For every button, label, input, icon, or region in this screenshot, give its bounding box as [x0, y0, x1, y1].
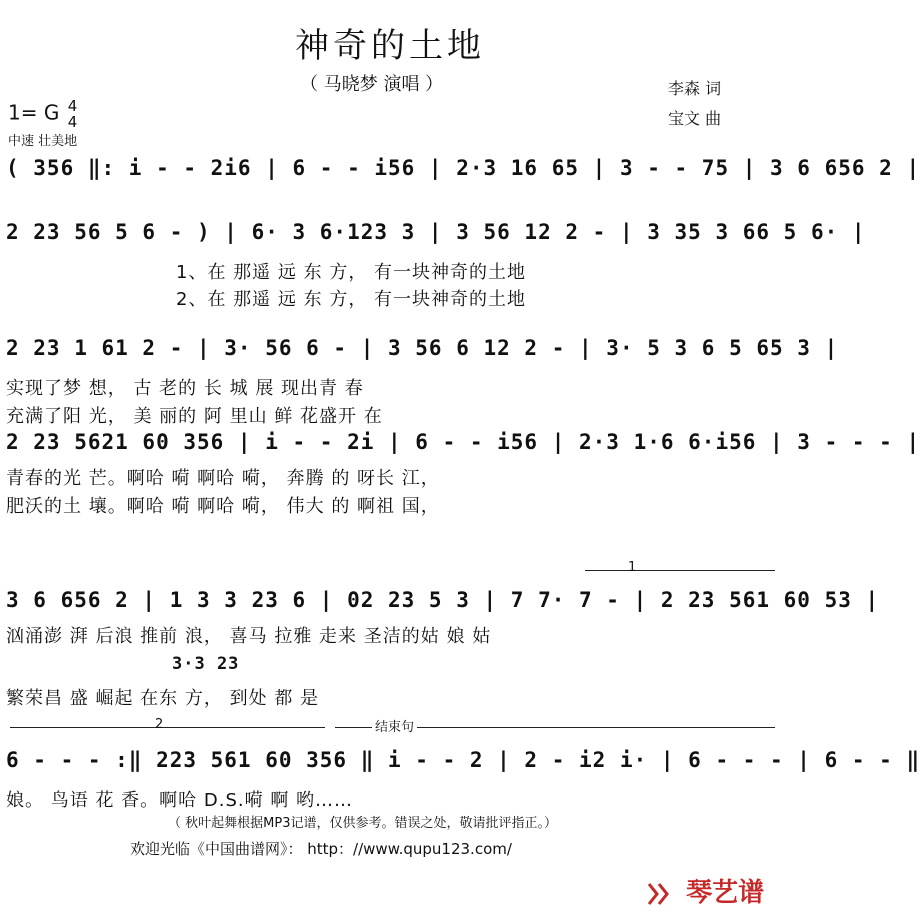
score-row-6: 6 - - - :‖ 223 561 60 356 ‖ i - - 2 | 2 - i2 i· | 6 - - - | 6 - - ‖: [6, 748, 920, 772]
lyric-row-5-verse-1: 汹涌澎 湃 后浪 推前 浪， 喜马 拉雅 走来 圣洁的姑 娘 姑: [6, 626, 492, 647]
volta-2-bracket: [10, 727, 325, 728]
volta-1-bracket: [585, 570, 775, 571]
lyric-row-5-verse-2: 繁荣昌 盛 崛起 在东 方， 到处 都 是: [6, 688, 320, 709]
score-row-5-alternate: 3·3 23: [172, 654, 240, 674]
key-label: 1= G: [8, 100, 60, 125]
score-row-1: ( 356 ‖: i - - 2i6 | 6 - - i56 | 2·3 16 65 | 3 - - 75 | 3 6 656 2 |: [6, 156, 920, 180]
singer-credit: （ 马晓梦 演唱 ）: [300, 74, 444, 95]
site-credit: 欢迎光临《中国曲谱网》： http：//www.qupu123.com/: [130, 840, 512, 858]
tempo-marking: 中速 壮美地: [8, 134, 78, 149]
lyricist-credit: 李森 词: [668, 79, 722, 98]
key-signature: [8, 98, 77, 130]
logo-icon: [645, 880, 673, 908]
lyric-row-4-verse-2: 肥沃的土 壤。啊哈 嗬 啊哈 嗬， 伟大 的 啊祖 国，: [6, 496, 440, 517]
score-row-5: 3 6 656 2 | 1 3 3 23 6 | 02 23 5 3 | 7 7· 7 - | 2 23 561 60 53 |: [6, 588, 880, 612]
lyric-row-6: 娘。 鸟语 花 香。啊哈 D.S.嗬 啊 哟……: [6, 790, 354, 811]
qinyipu-logo: [645, 872, 764, 909]
lyric-row-3-verse-1: 实现了梦 想， 古 老的 长 城 展 现出青 春: [6, 378, 364, 399]
volta-1-number: 1: [628, 560, 637, 575]
transcription-note: （ 秋叶起舞根据MP3记谱，仅供参考。错误之处，敬请批评指正。）: [168, 816, 557, 831]
logo-text: 琴艺谱: [686, 878, 765, 908]
ending-label: 结束句: [372, 716, 417, 735]
lyric-row-2-verse-1: 1、在 那遥 远 东 方， 有一块神奇的土地: [176, 262, 527, 283]
score-row-2: 2 23 56 5 6 - ) | 6· 3 6·123 3 | 3 56 12 2 - | 3 35 3 66 5 6· |: [6, 220, 866, 244]
time-signature: [68, 98, 78, 130]
composer-credit: 宝文 曲: [668, 109, 722, 128]
score-row-4: 2 23 5621 60 356 | i - - 2i | 6 - - i56 | 2·3 1·6 6·i56 | 3 - - - |: [6, 430, 920, 454]
lyric-row-4-verse-1: 青春的光 芒。啊哈 嗬 啊哈 嗬， 奔腾 的 呀长 江，: [6, 468, 440, 489]
score-row-3: 2 23 1 61 2 - | 3· 56 6 - | 3 56 6 12 2 - | 3· 5 3 6 5 65 3 |: [6, 336, 839, 360]
lyric-row-3-verse-2: 充满了阳 光， 美 丽的 阿 里山 鲜 花盛开 在: [6, 406, 383, 427]
lyric-row-2-verse-2: 2、在 那遥 远 东 方， 有一块神奇的土地: [176, 289, 527, 310]
volta-2-number: 2: [155, 717, 164, 732]
time-top: 4: [67, 97, 78, 115]
song-title: 神奇的土地: [295, 26, 485, 66]
time-bottom: 4: [67, 113, 78, 131]
